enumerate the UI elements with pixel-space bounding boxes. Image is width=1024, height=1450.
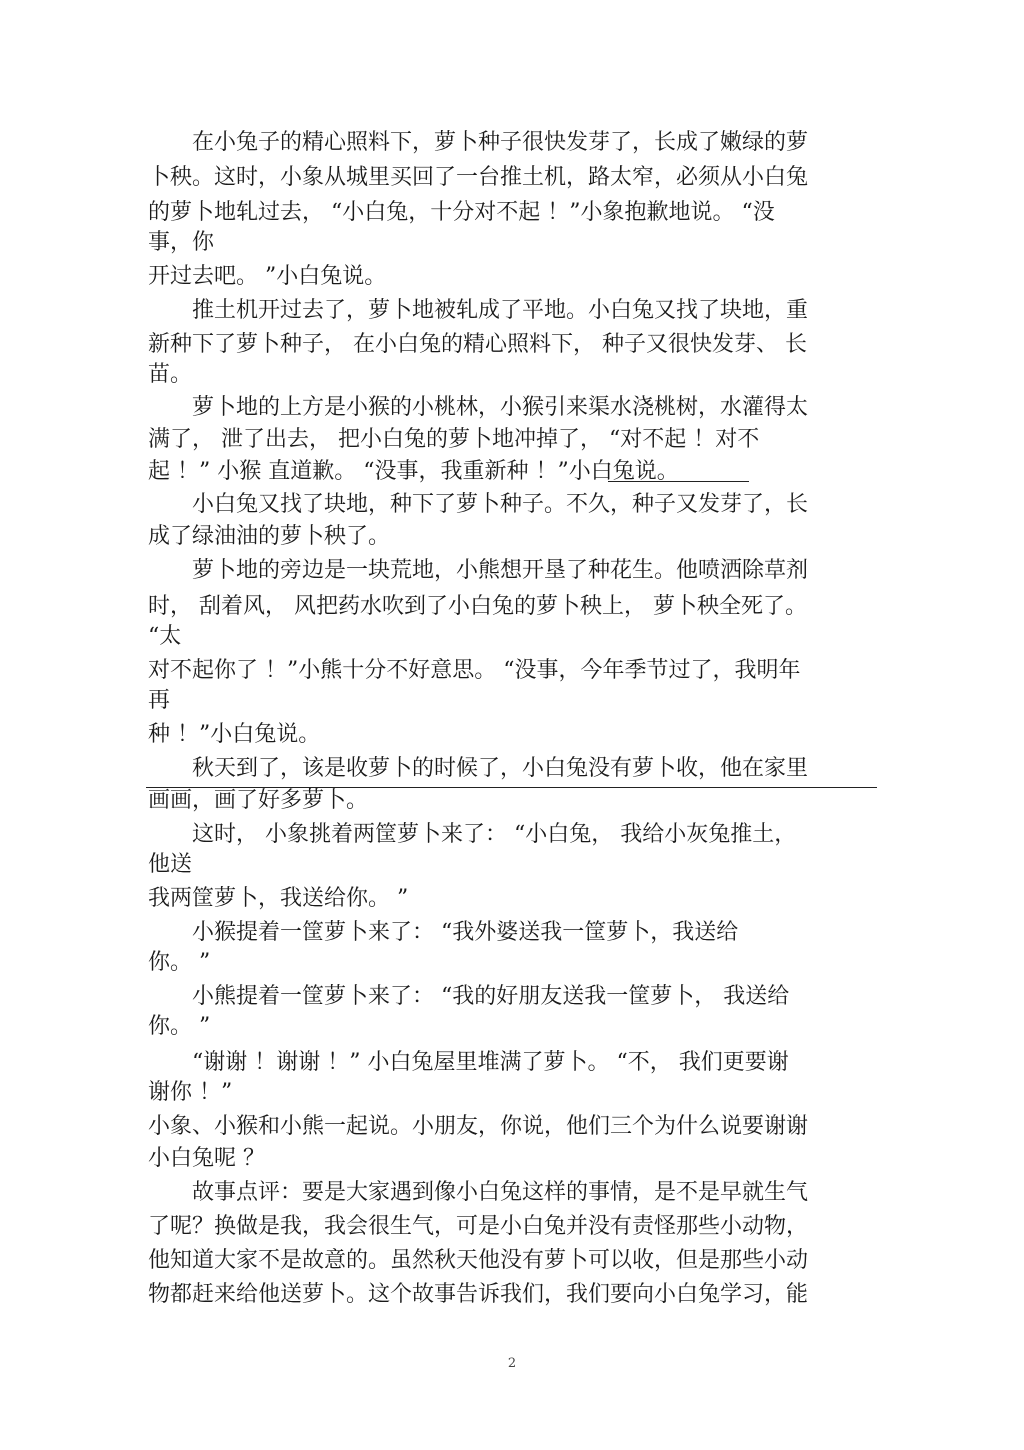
text-line: 再 [148,688,171,713]
text-line: 了呢？换做是我，我会很生气，可是小白兔并没有责怪那些小动物， [148,1214,809,1239]
text-line: 我两筐萝卜，我送给你。 ” [148,886,409,911]
text-line: 在小兔子的精心照料下，萝卜种子很快发芽了，长成了嫩绿的萝 [192,130,809,155]
text-line: 秋天到了，该是收萝卜的时候了，小白兔没有萝卜收，他在家里 [192,756,809,781]
text-line: 物都赶来给他送萝卜。这个故事告诉我们，我们要向小白兔学习，能 [148,1282,809,1307]
page-number: 2 [507,1356,517,1371]
text-line: 小熊提着一筐萝卜来了： “我的好朋友送我一筐萝卜， 我送给 [192,984,790,1009]
text-line: 对不起你了 ！”小熊十分不好意思。 “没事，今年季节过了，我明年 [148,658,801,683]
text-line: 推土机开过去了，萝卜地被轧成了平地。小白兔又找了块地，重 [192,298,809,323]
text-line: 小白兔又找了块地，种下了萝卜种子。不久，种子又发芽了，长 [192,492,809,517]
horizontal-rule [146,787,877,788]
text-line: 苗。 [148,362,193,387]
text-line: 成了绿油油的萝卜秧了。 [148,524,391,549]
text-line: 萝卜地的旁边是一块荒地，小熊想开垦了种花生。他喷洒除草剂 [192,558,809,583]
text-line: 他知道大家不是故意的。虽然秋天他没有萝卜可以收，但是那些小动 [148,1248,809,1273]
text-line: 你。 ” [148,950,211,975]
text-line: 开过去吧。 ”小白兔说。 [148,264,387,289]
text-line: 的萝卜地轧过去， “小白兔，十分对不起 ！”小象抱歉地说。 “没 [148,200,775,225]
underline-rule [608,481,749,482]
text-line: “太 [148,624,182,649]
text-line: 起 ！” 小猴 直道歉。 “没事，我重新种 ！”小白兔说。 [148,459,679,484]
text-line: 小象、小猴和小熊一起说。小朋友，你说，他们三个为什么说要谢谢 [148,1114,809,1139]
text-line: 时， 刮着风， 风把药水吹到了小白兔的萝卜秧上， 萝卜秧全死了。 [148,594,807,619]
text-line: 画画，画了好多萝卜。 [148,788,369,813]
text-line: “谢谢 ！谢谢 ！” 小白兔屋里堆满了萝卜。 “不， 我们更要谢 [192,1050,789,1075]
text-line: 你。 ” [148,1014,211,1039]
text-line: 谢你 ！” [148,1080,233,1105]
text-line: 小白兔呢 ？ [148,1146,265,1171]
text-line: 他送 [148,852,193,877]
text-line: 种 ！”小白兔说。 [148,722,321,747]
text-line: 卜秧。这时，小象从城里买回了一台推土机，路太窄，必须从小白兔 [148,165,809,190]
text-line: 故事点评：要是大家遇到像小白兔这样的事情，是不是早就生气 [192,1180,809,1205]
text-line: 满了， 泄了出去， 把小白兔的萝卜地冲掉了， “对不起 ！对不 [148,427,760,452]
text-line: 新种下了萝卜种子， 在小白兔的精心照料下， 种子又很快发芽、 长 [148,332,807,357]
text-line: 萝卜地的上方是小猴的小桃林，小猴引来渠水浇桃树，水灌得太 [192,395,809,420]
text-line: 这时， 小象挑着两筐萝卜来了： “小白兔， 我给小灰兔推土， [192,822,797,847]
text-line: 事，你 [148,230,215,255]
text-line: 小猴提着一筐萝卜来了： “我外婆送我一筐萝卜，我送给 [192,920,739,945]
